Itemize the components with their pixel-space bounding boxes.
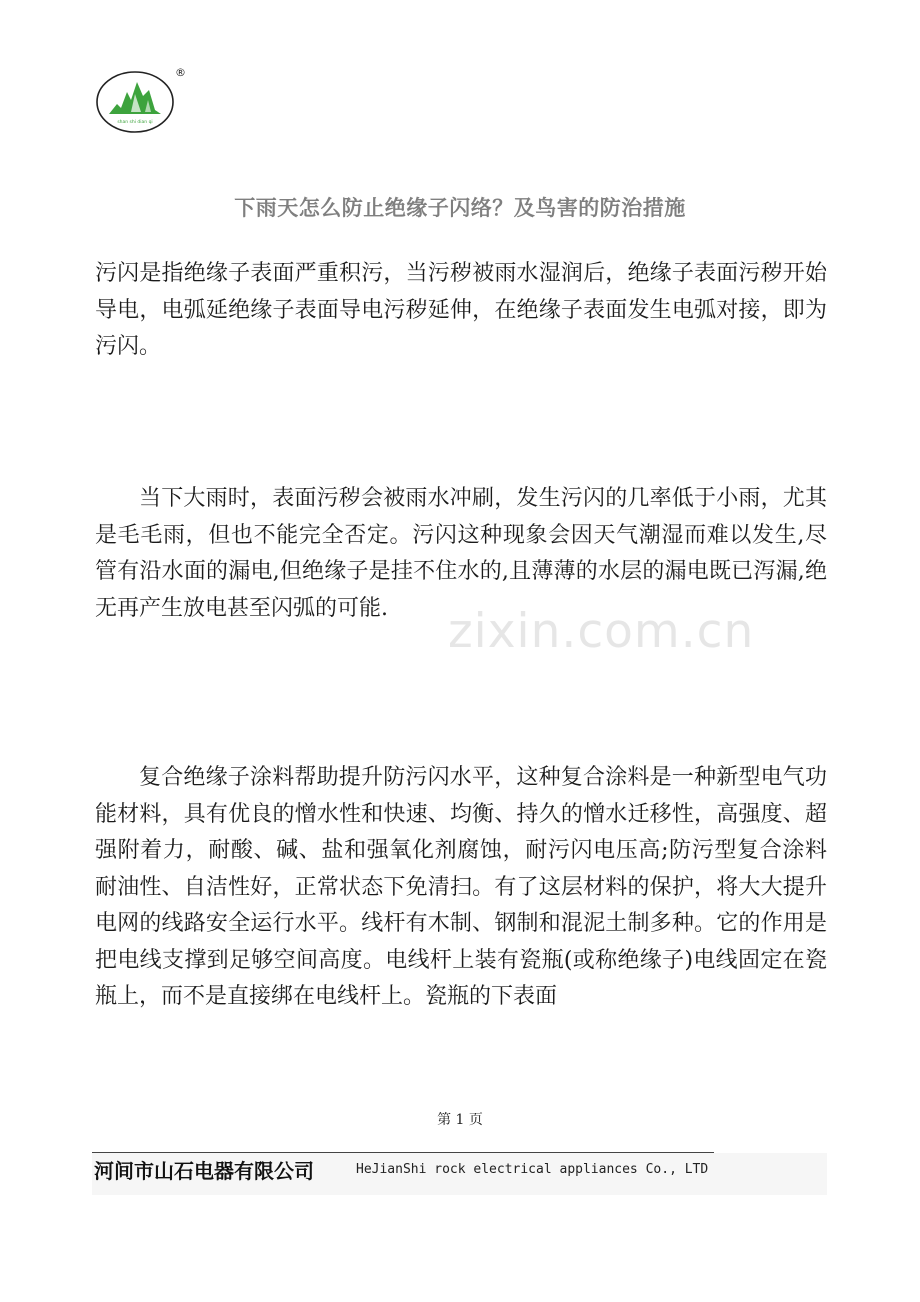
paragraph-3: 复合绝缘子涂料帮助提升防污闪水平，这种复合涂料是一种新型电气功能材料，具有优良的憎水性和快速、均衡、持久的憎水迁移性，高强度、超强附着力，耐酸、碱、盐和强氧化剂腐蚀，耐污闪电压高;防污型复合涂料耐油性、自洁性好，正常状态下免清扫。有了这层材料的保护，将大大提升电网的线路安全运行水平。线杆有木制、钢制和混泥土制多种。它的作用是把电线支撑到足够空间高度。电线杆上装有瓷瓶(或称绝缘子)电线固定在瓷瓶上，而不是直接绑在电线杆上。瓷瓶的下表面 bbox=[95, 765, 827, 1009]
footer-company-name-en: HeJianShi rock electrical appliances Co., LTD bbox=[356, 1162, 709, 1177]
page-title: 下雨天怎么防止绝缘子闪络？及鸟害的防治措施 bbox=[234, 195, 686, 220]
paragraph-1: 污闪是指绝缘子表面严重积污，当污秽被雨水湿润后，绝缘子表面污秽开始导电，电弧延绝缘子表面导电污秽延伸，在绝缘子表面发生电弧对接，即为污闪。 bbox=[95, 261, 827, 359]
watermark: zixin.com.cn bbox=[448, 604, 755, 659]
company-logo-icon bbox=[95, 66, 187, 134]
page-number: 第 1 页 bbox=[437, 1112, 483, 1128]
svg-text:shan shi dian qi: shan shi dian qi bbox=[117, 120, 153, 125]
footer-company-name-cn: 河间市山石电器有限公司 bbox=[94, 1159, 314, 1183]
paragraph-2: 当下大雨时，表面污秽会被雨水冲刷，发生污闪的几率低于小雨，尤其是毛毛雨，但也不能完全否定。污闪这种现象会因天气潮湿而难以发生,尽管有沿水面的漏电,但绝缘子是挂不住水的,且薄薄的水层的漏电既已泻漏,绝无再产生放电甚至闪弧的可能. bbox=[95, 486, 827, 621]
footer-divider bbox=[92, 1152, 714, 1153]
svg-text:®: ® bbox=[175, 66, 186, 79]
